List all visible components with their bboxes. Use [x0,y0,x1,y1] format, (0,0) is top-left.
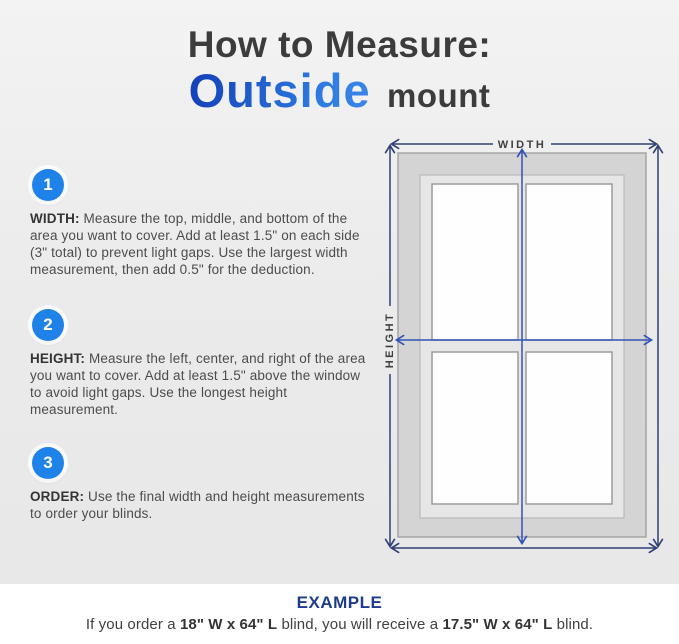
example-footer [0,584,679,644]
step-3-body: Use the final width and height measurements to order your blinds. [30,489,365,521]
step-1 [30,169,375,278]
example-sentence [0,616,679,633]
step-1-label: WIDTH: [30,211,80,226]
step-3-label: ORDER: [30,489,85,504]
step-3 [30,447,375,522]
step-2 [30,309,375,418]
example-middle: blind, you will receive a [277,616,443,633]
example-suffix: blind. [552,616,594,633]
window-measurement-diagram [375,130,675,560]
example-ordered-size: 18" W x 64" L [179,616,278,633]
example-prefix: If you order a [85,616,180,633]
window-pane-top-right [526,184,612,340]
step-3-badge: 3 [32,447,64,479]
page-title [0,24,679,117]
step-1-badge: 1 [32,169,64,201]
step-2-text [30,350,375,418]
step-2-body: Measure the left, center, and right of the area you want to cover. Add at least 1.5" above the window to avoid light gaps. Use the longest height measurement. [30,351,366,417]
step-2-label: HEIGHT: [30,351,86,366]
title-accent-outside: Outside [188,63,371,117]
window-pane-bottom-right [526,352,612,504]
step-1-body: Measure the top, middle, and bottom of the area you want to cover. Add at least 1.5" on each side (3" total) to prevent light gaps. Use the largest width measurement, then add 0.5" for the deduction. [30,211,360,277]
step-1-text [30,210,375,278]
window-pane-bottom-left [432,352,518,504]
example-received-size: 17.5" W x 64" L [442,616,553,633]
width-label: WIDTH [497,139,547,151]
step-3-text [30,488,375,522]
step-2-badge: 2 [32,309,64,341]
window-pane-top-left [432,184,518,340]
example-title: EXAMPLE [296,593,383,612]
title-line2 [0,63,679,117]
height-label: HEIGHT [384,311,396,369]
title-line1: How to Measure: [187,24,492,65]
title-suffix-mount: mount [387,76,491,114]
